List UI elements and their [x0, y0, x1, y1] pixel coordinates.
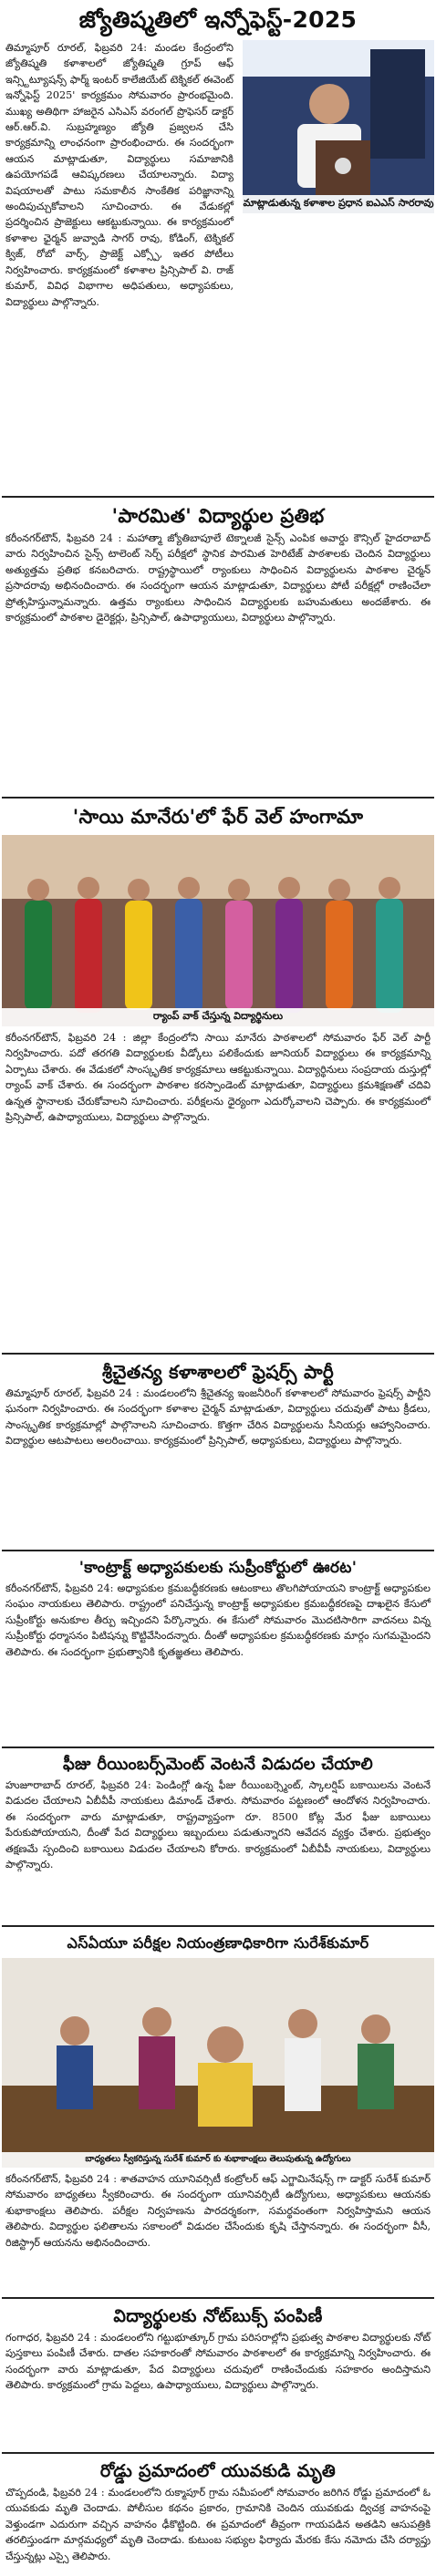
article-body: కరీంనగర్‌టౌన్, ఫిబ్రవరి 24 : జిల్లా కేంద్రంలోని సాయి మానేరు పాఠశాలలో సోమవారం ఫేర్ వెల్ పార్టీ నిర్వహించారు. పదో తరగతి విద్యార్థులకు వీడ్కోలు పలికేందుకు జూనియర్ విద్యార్థులు ఈ కార్యక్రమాన్ని ఏర్పాటు చేశారు. ఈ వేడుకలో సాంస్కృతిక కార్యక్రమాలు ఆకట్టుకున్నాయి. విద్యార్థినులు సంప్రదాయ దుస్తుల్లో ర్యాంప్ వాక్ చేశారు. ఈ సందర్భంగా పాఠశాల కరస్పాండెంట్ మాట్లాడుతూ, విద్యార్థులు క్రమశిక్షణతో చదివి ఉన్నత స్థానాలకు చేరుకోవాలని సూచించారు. పరీక్షలను ధైర్యంగా ఎదుర్కోవాలని చెప్పారు. ఈ కార్యక్రమంలో ప్రిన్సిపాల్, ఉపాధ్యాయులు, విద్యార్థులు పాల్గొన్నారు. [5, 1032, 431, 1124]
headline: 'సాయి మానేరు'లో ఫేర్ వెల్ హంగామా [72, 806, 364, 828]
article-body: తిమ్మాపూర్ రూరల్, ఫిబ్రవరి 24: మండల కేంద్రంలోని జ్యోతిష్మతి కళాశాలలో జ్యోతిష్మతి గ్రూప్ ఆఫ్ ఇన్స్టిట్యూషన్స్ ఫార్మ్ ఇంటర్ కాలేజియేట్ టెక్నికల్ ఈవెంట్ ఇన్నోఫెస్ట్ 2025' కార్యక్రమం సోమవారం ప్రారంభమైంది. ముఖ్య అతిథిగా హాజరైన ఎసిఎస్ వరంగల్ ప్రొఫెసర్ డాక్టర్ ఆర్.ఆర్.వి. సుబ్రహ్మణ్యం జ్యోతి ప్రజ్వలన చేసి కార్యక్రమాన్ని లాంఛనంగా ప్రారంభించారు. ఈ సందర్భంగా ఆయన మాట్లాడుతూ, విద్యార్థులు సమాజానికి ఉపయోగపడే ఆవిష్కరణలు చేయాలన్నారు. విద్యా విషయాలతో పాటు సమకాలీన సాంకేతిక పరిజ్ఞానాన్ని అందిపుచ్చుకోవాలని సూచించారు. ఈ వేడుకల్లో ప్రదర్శించిన ప్రాజెక్టులు ఆకట్టుకున్నాయి. ఈ కార్యక్రమంలో కళాశాల ఛైర్మన్ జువ్వాడి సాగర్ రావు, కోడింగ్, టెక్నికల్ క్విజ్, రోబో వార్స్, ప్రాజెక్ట్ ఎక్స్పో, ఇతర పోటీలు నిర్వహించారు. కార్యక్రమంలో కళాశాల ప్రిన్సిపాల్ వి. రాజ్ కుమార్, వివిధ విభాగాల అధిపతులు, అధ్యాపకులు, విద్యార్థులు పాల్గొన్నారు. [5, 42, 234, 308]
article-fee-reimbursement [2, 1752, 434, 1922]
divider [2, 2452, 434, 2454]
photo-caption: బాధ్యతలు స్వీకరిస్తున్న సురేశ్ కుమార్ కు శుభాకాంక్షలు తెలుపుతున్న ఉద్యోగులు [2, 2152, 434, 2168]
headline: విద్యార్థులకు నోట్‌బుక్స్ పంపిణీ [113, 2306, 323, 2326]
article-body: తిమ్మాపూర్ రూరల్, ఫిబ్రవరి 24 : మండలంలోని శ్రీచైతన్య ఇంజనీరింగ్ కళాశాలలో సోమవారం ఫ్రెషర్స్ పార్టీని ఘనంగా నిర్వహించారు. ఈ సందర్భంగా కళాశాల చైర్మన్ మాట్లాడుతూ, విద్యార్థులు చదువుతో పాటు క్రీడలు, సాంస్కృతిక కార్యక్రమాల్లో పాల్గొనాలని సూచించారు. కొత్తగా చేరిన విద్యార్థులను సీనియర్లు ఆహ్వానించారు. విద్యార్థుల ఆటపాటలు అలరించాయి. కార్యక్రమంలో ప్రిన్సిపాల్, అధ్యాపకులు, విద్యార్థులు పాల్గొన్నారు. [5, 1387, 431, 1448]
article-contract-lecturers [2, 1555, 434, 1743]
article-road-accident [2, 2458, 434, 2576]
officials-greeting-image [2, 1958, 434, 2168]
article-sau-controller [2, 1931, 434, 2293]
headline: ఎస్ఏయూ పరీక్షల నియంత్రణాధికారిగా సురేశ్‌కుమార్ [67, 1934, 369, 1952]
divider [2, 1925, 434, 1927]
article-body: గంగాధర, ఫిబ్రవరి 24 : మండలంలోని గట్టుభూత్కూర్ గ్రామ పరిసరాల్లోని ప్రభుత్వ పాఠశాల విద్యార్థులకు నోట్ పుస్తకాలు పంపిణీ చేశారు. దాతల సహకారంతో సోమవారం పాఠశాలలో ఈ కార్యక్రమాన్ని నిర్వహించారు. ఈ సందర్భంగా వారు మాట్లాడుతూ, పేద విద్యార్థులు చదువులో రాణించేందుకు సహకారం అందిస్తామని తెలిపారు. కార్యక్రమంలో గ్రామ పెద్దలు, ఉపాధ్యాయులు, విద్యార్థులు పాల్గొన్నారు. [5, 2332, 431, 2392]
headline: రోడ్డు ప్రమాదంలో యువకుడి మృతి [99, 2461, 337, 2481]
article-sri-chaitanya [2, 1358, 434, 1546]
article-paramita [2, 501, 434, 793]
divider [2, 1550, 434, 1551]
photo-caption: ర్యాంప్ వాక్ చేస్తున్న విద్యార్థినులు [2, 1008, 434, 1026]
headline: ఫీజు రీయింబర్స్‌మెంట్ వెంటనే విడుదల చేయాలి [62, 1755, 374, 1774]
headline: జ్యోతిష్మతిలో ఇన్నోఫెస్ట్-2025 [78, 6, 358, 33]
students-ramp-walk-image [2, 835, 434, 1026]
article-notebooks [2, 2303, 434, 2448]
event-photo [2, 835, 434, 1026]
divider [2, 1353, 434, 1355]
headline: 'కాంట్రాక్ట్ అధ్యాపకులకు సుప్రీంకోర్టులో ఊరట' [78, 1559, 358, 1577]
headline: 'పారమిత' విద్యార్థుల ప్రతిభ [111, 505, 325, 527]
photo-caption: మాట్లాడుతున్న కళాశాల ప్రధాన ఐఎఎస్ సారరావు [243, 195, 434, 213]
speaker-at-podium-image [243, 40, 434, 213]
divider [2, 2297, 434, 2299]
article-innofest [2, 0, 434, 492]
article-sai-maneru [2, 802, 434, 1349]
article-body: కరీంనగర్‌టౌన్, ఫిబ్రవరి 24: అధ్యాపకుల క్రమబద్ధీకరణకు ఆటంకాలు తొలగిపోయాయని కాంట్రాక్ట్ అధ్యాపకుల సంఘం నాయకులు తెలిపారు. రాష్ట్రంలో పనిచేస్తున్న కాంట్రాక్ట్ అధ్యాపకుల క్రమబద్ధీకరణపై దాఖలైన కేసులో సుప్రీంకోర్టు అనుకూల తీర్పు ఇచ్చిందని పేర్కొన్నారు. ఈ కేసులో సోమవారం మొదటిసారిగా వాదనలు విన్న సుప్రీంకోర్టు ధర్మాసనం పిటిషన్ను కొట్టివేసిందన్నారు. దీంతో అధ్యాపకుల క్రమబద్ధీకరణకు మార్గం సుగమమైందని తెలిపారు. ఈ సందర్భంగా ప్రభుత్వానికి కృతజ్ఞతలు తెలిపారు. [5, 1582, 431, 1658]
divider [2, 1747, 434, 1748]
article-body: కరీంనగర్‌టౌన్, ఫిబ్రవరి 24 : మహాత్మా జ్యోతిబాపూలే టెక్నాలజీ సైన్స్ ఎంపిక అవార్డు కౌన్సిల్ హైదరాబాద్ వారు నిర్వహించిన సైన్స్ టాలెంట్ సెర్చ్ పరీక్షలో స్థానిక పారమిత హెరిటేజ్ పాఠశాలకు చెందిన విద్యార్థులు అత్యుత్తమ ప్రతిభ కనబరిచారు. రాష్ట్రస్థాయిలో ర్యాంకులు సాధించిన విద్యార్థులను పాఠశాల చైర్మన్ ప్రసాదరావు అభినందించారు. ఈ సందర్భంగా ఆయన మాట్లాడుతూ, విద్యార్థులు పోటీ పరీక్షల్లో రాణించేలా ప్రోత్సహిస్తున్నామన్నారు. ఉత్తమ ర్యాంకులు సాధించిన విద్యార్థులకు బహుమతులు అందజేశారు. ఈ కార్యక్రమంలో పాఠశాల డైరెక్టర్లు, ప్రిన్సిపాల్, ఉపాధ్యాయులు, విద్యార్థులు పాల్గొన్నారు. [5, 532, 431, 624]
article-body: హుజూరాబాద్ రూరల్, ఫిబ్రవరి 24: పెండింగ్లో ఉన్న ఫీజు రీయింబర్స్మెంట్, స్కాలర్షిప్ బకాయిలను వెంటనే విడుదల చేయాలని ఏబీవీపీ నాయకులు డిమాండ్ చేశారు. సోమవారం పట్టణంలో ఆందోళన నిర్వహించారు. ఈ సందర్భంగా వారు మాట్లాడుతూ, రాష్ట్రవ్యాప్తంగా రూ. 8500 కోట్ల మేర ఫీజు బకాయిలు పేరుకుపోయాయని, దీంతో పేద విద్యార్థులు ఇబ్బందులు పడుతున్నారని ఆవేదన వ్యక్తం చేశారు. ప్రభుత్వం తక్షణమే స్పందించి బకాయిలు విడుదల చేయాలని కోరారు. కార్యక్రమంలో ఏబీవీపీ నాయకులు, విద్యార్థులు పాల్గొన్నారు. [5, 1779, 431, 1871]
headline: శ్రీచైతన్య కళాశాలలో ఫ్రెషర్స్ పార్టీ [101, 1361, 335, 1383]
divider [2, 496, 434, 498]
divider [2, 797, 434, 799]
event-photo [2, 1958, 434, 2168]
article-body: చొప్పదండి, ఫిబ్రవరి 24 : మండలంలోని రుక్మాపూర్ గ్రామ సమీపంలో సోమవారం జరిగిన రోడ్డు ప్రమాదంలో ఓ యువకుడు మృతి చెందాడు. పోలీసుల కథనం ప్రకారం, గ్రామానికి చెందిన యువకుడు ద్విచక్ర వాహనంపై వెళ్తుండగా ఎదురుగా వచ్చిన వాహనం ఢీకొట్టింది. ఈ ప్రమాదంలో తీవ్రంగా గాయపడిన అతడిని ఆసుపత్రికి తరలిస్తుండగా మార్గమధ్యలో మృతి చెందాడు. కుటుంబ సభ్యుల ఫిర్యాదు మేరకు కేసు నమోదు చేసి దర్యాప్తు చేస్తున్నట్లు ఎస్సై తెలిపారు. [5, 2487, 431, 2562]
event-photo [243, 40, 434, 213]
article-body: కరీంనగర్‌టౌన్, ఫిబ్రవరి 24 : శాతవాహన యూనివర్సిటీ కంట్రోలర్ ఆఫ్ ఎగ్జామినేషన్స్ గా డాక్టర్ సురేశ్ కుమార్ సోమవారం బాధ్యతలు స్వీకరించారు. ఈ సందర్భంగా యూనివర్సిటీ ఉద్యోగులు, అధ్యాపకులు ఆయనకు శుభాకాంక్షలు తెలిపారు. పరీక్షల నిర్వహణను పారదర్శకంగా, సమర్థవంతంగా నిర్వహిస్తామని ఆయన తెలిపారు. విద్యార్థుల ఫలితాలను సకాలంలో విడుదల చేసేందుకు కృషి చేస్తానన్నారు. ఈ సందర్భంగా వీసీ, రిజిస్ట్రార్ ఆయనను అభినందించారు. [5, 2173, 431, 2249]
